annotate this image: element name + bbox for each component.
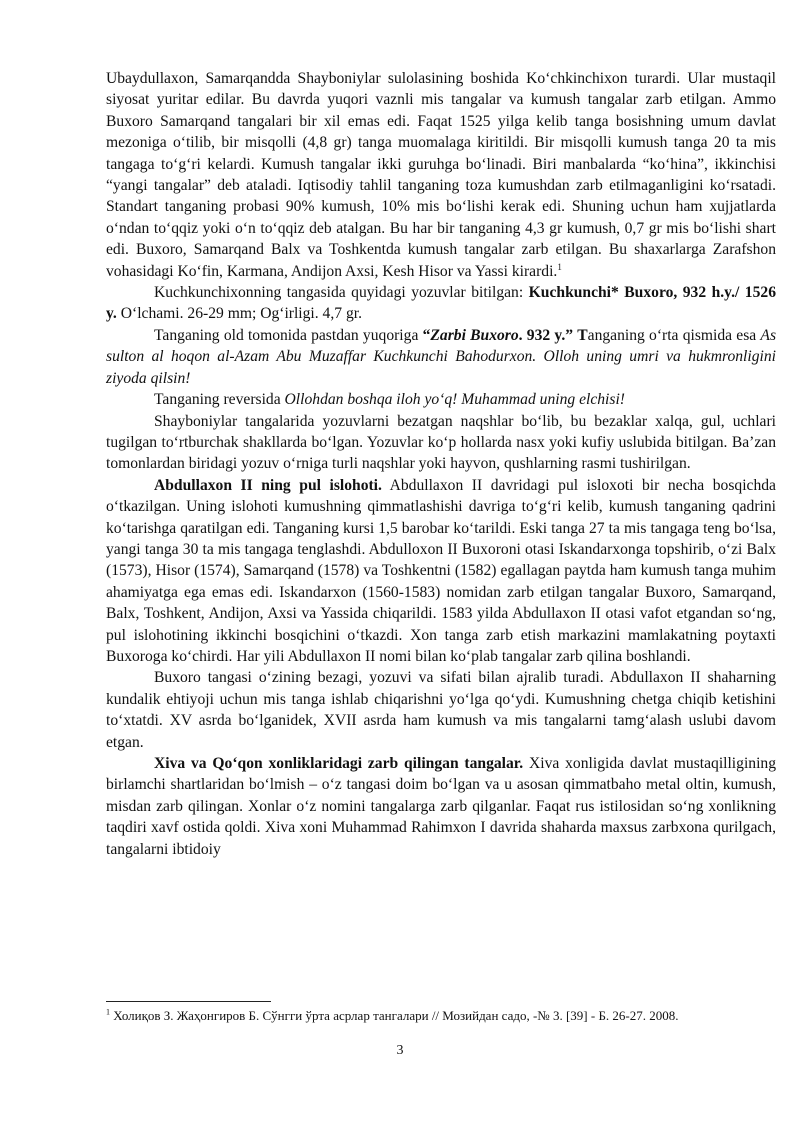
- paragraph-2-pre: Kuchkunchixonning tangasida quyidagi yozuvlar bitilgan:: [154, 284, 529, 302]
- reverse-inscription: Ollohdan boshqa iloh yo‘q! Muhammad uning elchisi!: [284, 391, 625, 409]
- zarbi-buxoro: Zarbi Buxoro: [430, 326, 519, 344]
- paragraph-7: [106, 667, 776, 753]
- page-body: [106, 68, 776, 860]
- paragraph-1: [106, 68, 776, 282]
- footnote-text: Холиқов З. Жаҳонгиров Б. Сўнгги ўрта асрлар тангалари // Мозийдан садо, -№ 3. [39] - Б. 26-27. 2008.: [110, 1008, 679, 1023]
- footnote-divider: [106, 1001, 271, 1002]
- page-number: 3: [396, 1043, 404, 1058]
- section-heading-abdullaxon: Abdullaxon II ning pul islohoti.: [154, 476, 382, 494]
- paragraph-5: [106, 411, 776, 475]
- footnote-marker: 1: [106, 1007, 110, 1017]
- quote-open: “: [422, 326, 431, 344]
- footnote: [106, 1007, 776, 1025]
- zarbi-year: . 932 y.”: [518, 326, 574, 344]
- paragraph-4: [106, 389, 776, 410]
- paragraph-6: [106, 475, 776, 668]
- paragraph-2-post: O‘lchami. 26-29 mm; Og‘irligi. 4,7 gr.: [116, 305, 362, 323]
- paragraph-3-pre: Tanganing old tomonida pastdan yuqoriga: [154, 326, 423, 344]
- bold-letter: T: [577, 326, 588, 344]
- section-heading-xiva: Xiva va Qo‘qon xonliklaridagi zarb qilingan tangalar.: [154, 755, 524, 772]
- footnote-ref[interactable]: 1: [557, 261, 562, 272]
- paragraph-5-text: Shayboniylar tangalarida yozuvlarni bezatgan naqshlar bo‘lib, bu bezaklar xalqa, gul, uchlari tugilgan to‘rtburchak shakllarda bo‘lgan. Yozuvlar ko‘p hollarda nasx yoki kufiy uslubida bitilgan. Ba’zan tomonlardan biridagi yozuv o‘rniga turli naqshlar yoki hayvon, qushlarning rasmi tushirilgan.: [106, 412, 776, 473]
- coin-inscription-bold: Kuchkunchi* Buxoro, 932 h.y./ 1526 y.: [106, 284, 776, 323]
- paragraph-3-mid: anganing o‘rta qismida esa: [587, 326, 761, 344]
- paragraph-4-pre: Tanganing reversida: [154, 391, 285, 409]
- paragraph-8: [106, 753, 776, 860]
- paragraph-1-text: Ubaydullaxon, Samarqandda Shayboniylar sulolasining boshida Ko‘chkinchixon turardi. Ular mustaqil siyosat yuritar edilar. Bu davrda yuqori vaznli mis tangalar va kumush tangalar zarb etilgan. Ammo Buxoro Samarqand tangalari bir xil emas edi. Faqat 1525 yilga kelib tanga bosishning umum davlat mezoniga o‘tilib, bir misqolli (4,8 gr) tanga muomalaga kiritildi. Bir misqolli kumush tanga 20 ta mis tangaga to‘g‘ri kelardi. Kumush tangalar ikki guruhga bo‘linadi. Biri manbalarda “ko‘hina”, ikkinchisi “yangi tangalar” deb ataladi. Iqtisodiy tahlil tanganing toza kumushdan zarb etilmaganligini ko‘rsatadi. Standart tanganing probasi 90% kumush, 10% mis bo‘lishi kerak edi. Shuning uchun ham xujjatlarda o‘ndan to‘qqiz yoki o‘n to‘qqiz deb atalgan. Bu har bir tanganing 4,3 gr kumush, 0,7 gr mis bo‘lishi shart edi. Buxoro, Samarqand Balx va Toshkentda kumush tangalar zarb etilgan. Bu shaxarlarga Zarafshon vohasidagi Ko‘fin, Karmana, Andijon Axsi, Kesh Hisor va Yassi kirardi.: [106, 70, 776, 280]
- paragraph-8-text: Xiva xonligida davlat mustaqilligining birlamchi shartlaridan bo‘lmish – o‘z tangasi doim bo‘lgan va u asosan qimmatbaho metal oltin, kumush, misdan zarb qilingan. Xonlar o‘z nomini tangalarga zarb qilganlar. Faqat rus istilosidan so‘ng xonlikning taqdiri xavf ostida qoldi. Xiva xoni Muhammad Rahimxon I davrida shaharda maxsus zarbxona qurilgach, tangalarni ibtidoiy: [106, 755, 776, 858]
- obverse-inscription: As sulton al hoqon al-Azam Abu Muzaffar Kuchkunchi Bahodurxon. Olloh uning umri va hukmronligini ziyoda qilsin!: [106, 326, 777, 387]
- paragraph-2: [106, 282, 776, 325]
- paragraph-6-text: Abdullaxon II davridagi pul isloxoti bir necha bosqichda o‘tkazilgan. Uning islohoti kumushning qimmatlashishi davriga to‘g‘ri kelib, kumush tanganing qadrini ko‘tarishga qaratilgan edi. Tanganing kursi 1,5 barobar ko‘tarildi. Eski tanga 27 ta mis tangaga teng bo‘lsa, yangi tanga 30 ta mis tangaga tenglashdi. Abdulloxon II Buxoroni otasi Iskandarxonga topshirib, o‘zi Balx (1573), Hisor (1574), Samarqand (1578) va Toshkentni (1582) egallagan paytda ham kumush tanga muhim ahamiyatga ega emas edi. Iskandarxon (1560-1583) nomidan zarb etilgan tangalar Buxoro, Samarqand, Balx, Toshkent, Andijon, Axsi va Yassida chiqarildi. 1583 yilda Abdullaxon II otasi vafot etgandan so‘ng, pul islohotining ikkinchi bosqichini o‘tkazdi. Xon tanga zarb etish markazini mamlakatning poytaxti Buxoroga ko‘chirdi. Har yili Abdullaxon II nomi bilan ko‘plab tangalar zarb qilina boshlandi.: [106, 476, 776, 665]
- paragraph-7-text: Buxoro tangasi o‘zining bezagi, yozuvi va sifati bilan ajralib turadi. Abdullaxon II shaharning kundalik ehtiyoji uchun mis tanga ishlab chiqarishni yo‘lga qo‘ydi. Kumushning chetga chiqib ketishini to‘xtatdi. XV asrda bo‘lganidek, XVII asrda ham kumush va mis tangalarni tamg‘alash uslubi davom etgan.: [106, 669, 776, 751]
- paragraph-3: [106, 325, 776, 389]
